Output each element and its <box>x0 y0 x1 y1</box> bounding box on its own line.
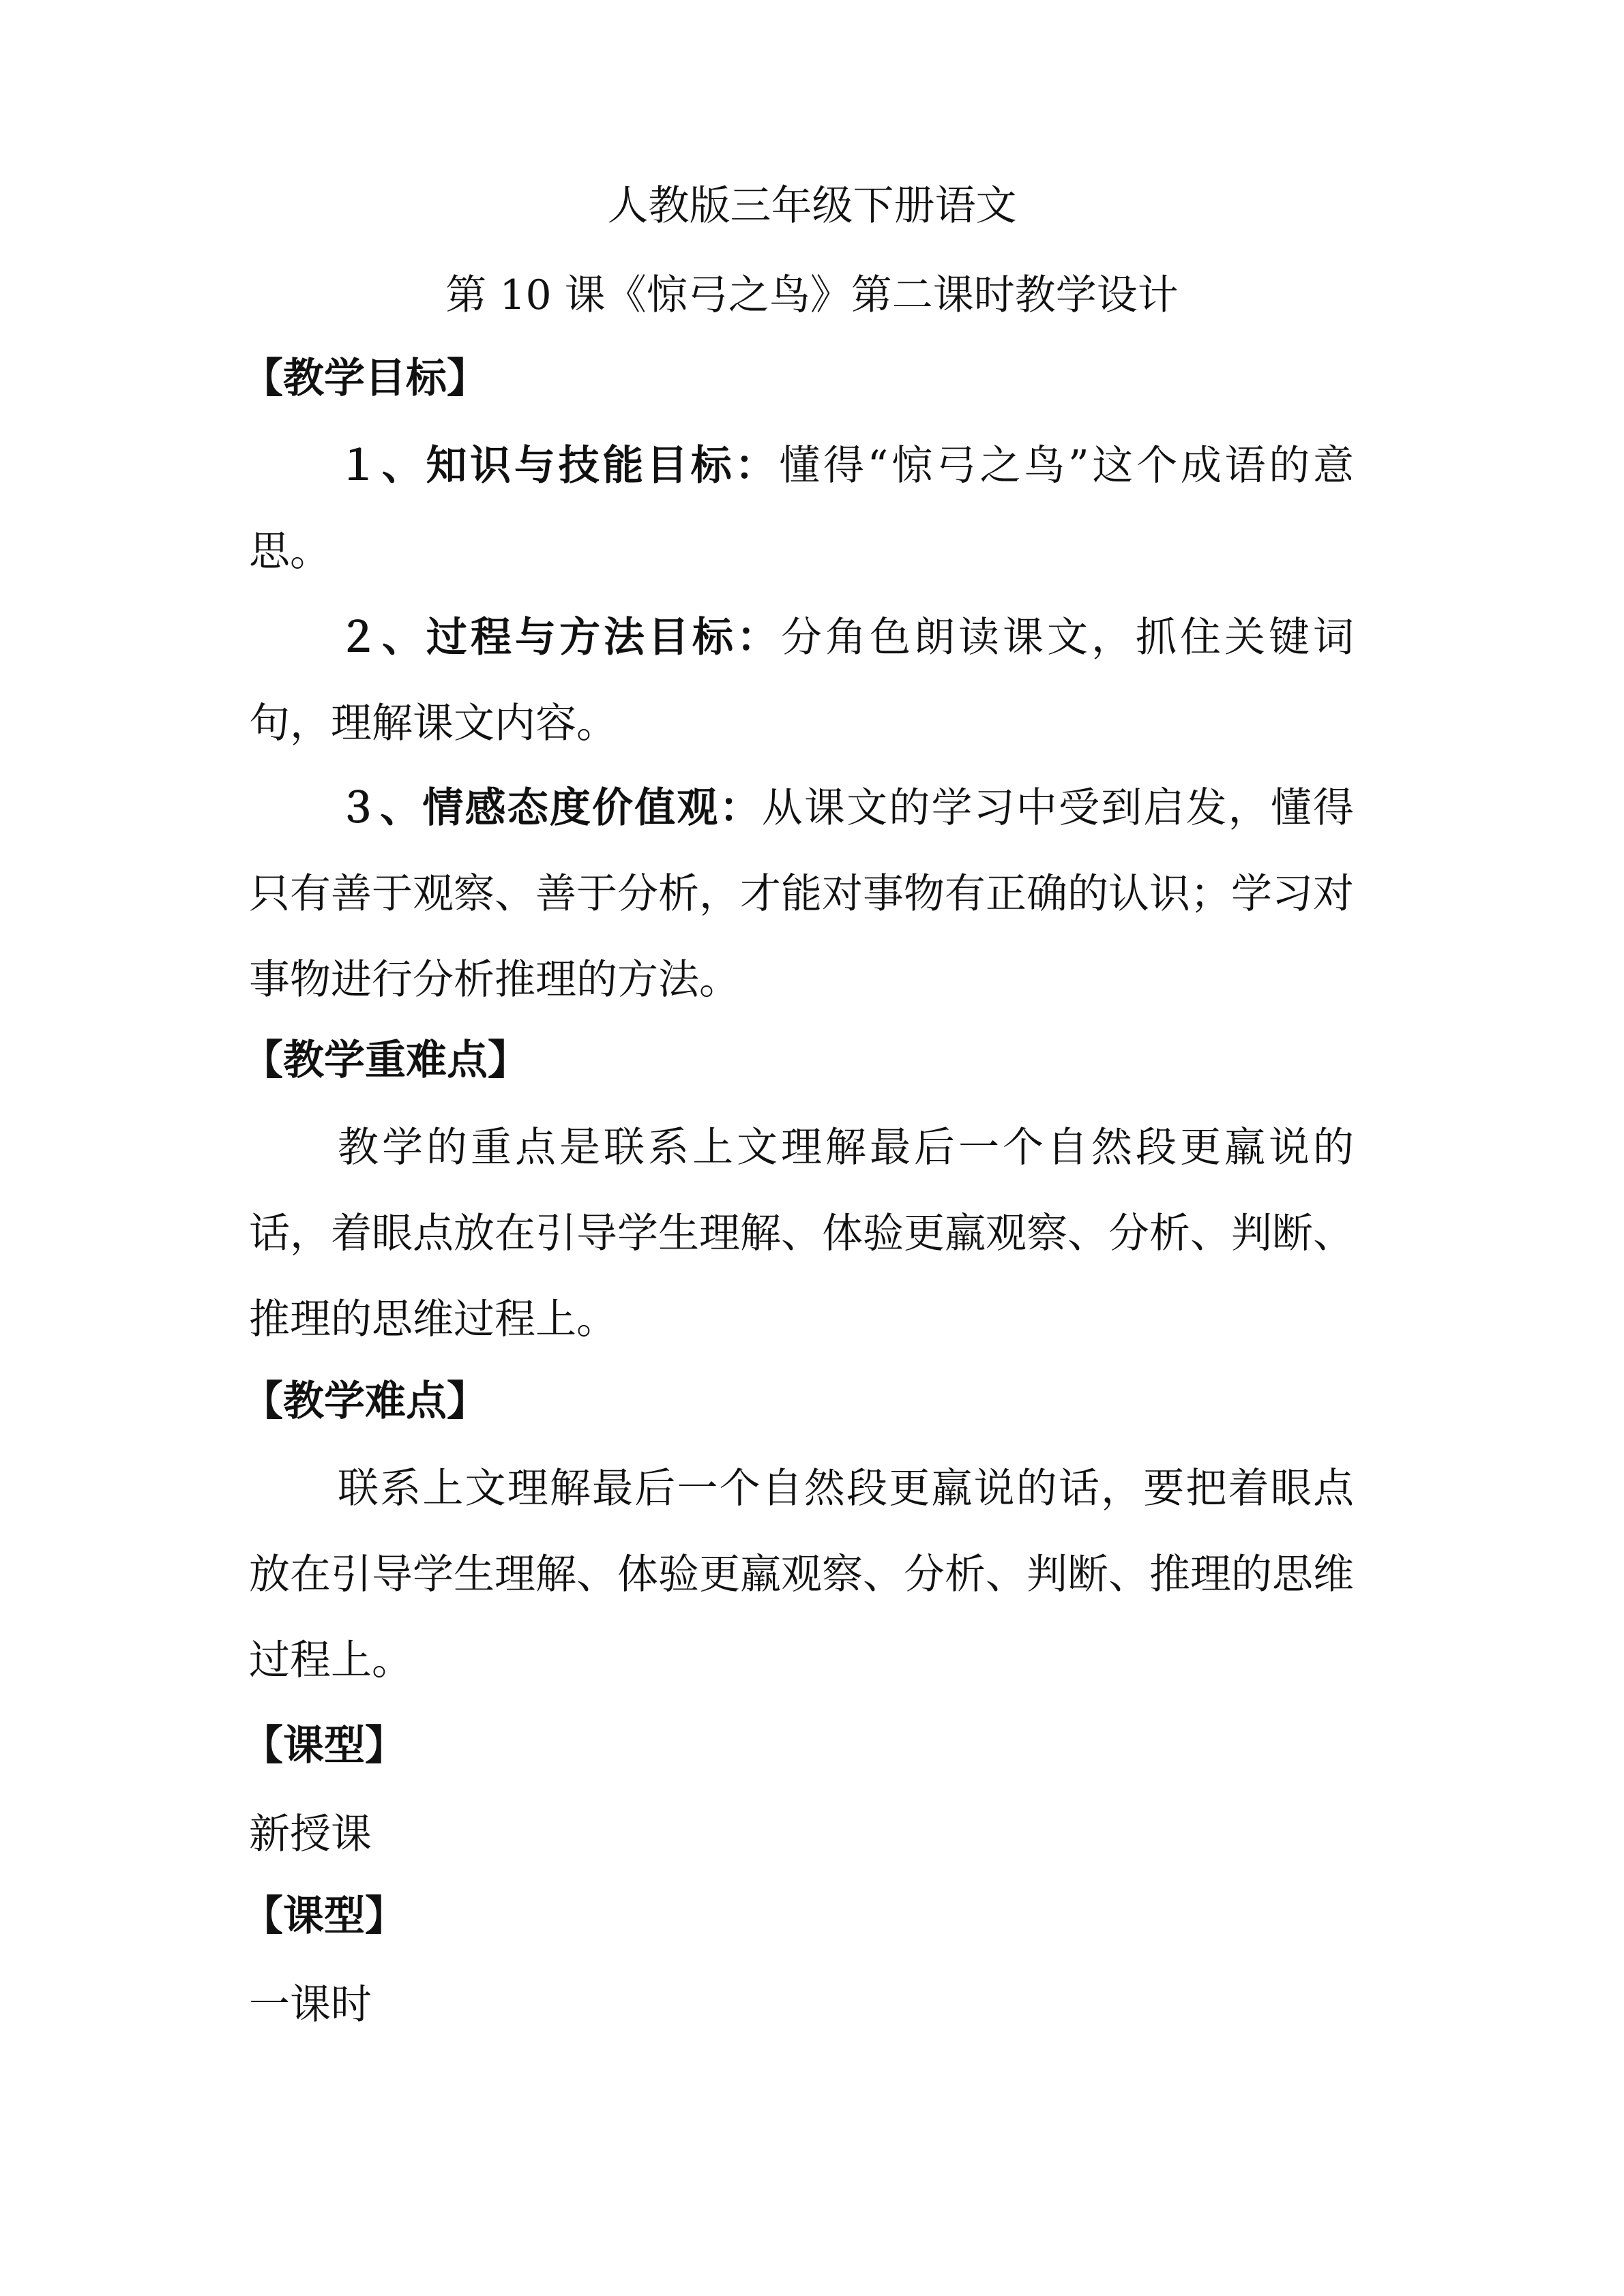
objective-1-paragraph <box>249 423 1354 595</box>
lesson-type-value: 新授课 <box>249 1810 372 1858</box>
section-heading-lesson-type-2: 【课型】 <box>242 1892 406 1940</box>
objective-3-paragraph <box>249 765 1354 1023</box>
objective-3-label: ３、情感态度价值观： <box>338 784 762 832</box>
objective-2-label: ２、过程与方法目标： <box>338 614 781 661</box>
document-subtitle: 第 10 课《惊弓之鸟》第二课时教学设计 <box>445 271 1179 319</box>
difficulty-paragraph: 联系上文理解最后一个自然段更羸说的话，要把着眼点放在引导学生理解、体验更羸观察、分析、判断、推理的思维过程上。 <box>249 1465 1354 1684</box>
section-heading-difficulty: 【教学难点】 <box>242 1377 488 1425</box>
document-title: 人教版三年级下册语文 <box>607 182 1017 230</box>
key-points-paragraph: 教学的重点是联系上文理解最后一个自然段更羸说的话，着眼点放在引导学生理解、体验更羸观察、分析、判断、推理的思维过程上。 <box>249 1124 1354 1343</box>
objective-2-text: 分角色朗读课文，抓住关键词句，理解课文内容。 <box>249 614 1354 747</box>
objective-1-text: 懂得“惊弓之鸟”这个成语的意思。 <box>249 442 1354 576</box>
lesson-duration-value: 一课时 <box>249 1981 372 2029</box>
objective-2-paragraph <box>249 595 1354 766</box>
objective-1-label: １、知识与技能目标： <box>338 442 780 490</box>
section-heading-objectives: 【教学目标】 <box>242 355 488 402</box>
objective-3-text: 从课文的学习中受到启发，懂得只有善于观察、善于分析，才能对事物有正确的认识；学习对事物进行分析推理的方法。 <box>249 784 1355 1004</box>
section-heading-lesson-type: 【课型】 <box>242 1722 406 1770</box>
section-heading-key-points: 【教学重难点】 <box>242 1037 529 1084</box>
